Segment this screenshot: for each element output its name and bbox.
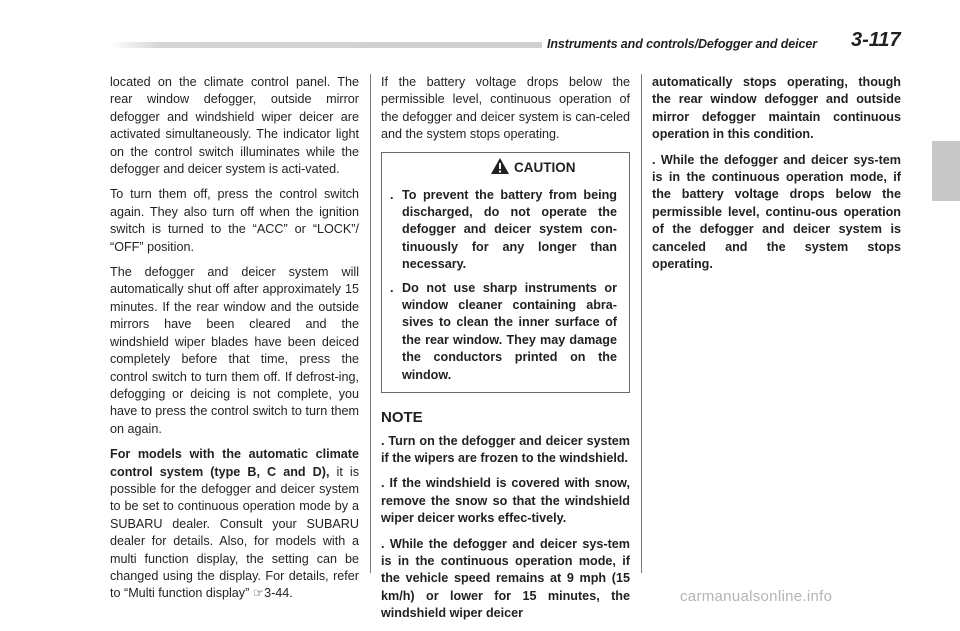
- note-item: [652, 152, 901, 274]
- bullet: .: [652, 152, 656, 167]
- column-2: [381, 74, 630, 631]
- bullet: .: [390, 280, 394, 295]
- watermark-text: carmanualsonline.info: [680, 588, 833, 605]
- note-heading: NOTE: [381, 409, 423, 427]
- caution-label: CAUTION: [514, 159, 576, 175]
- column-1: [110, 74, 359, 611]
- paragraph-text: it is possible for the defogger and deicer system to be set to continuous operation mode by a SUBARU dealer. Consult your SUBARU dealer for details. Also, for models with a multi function display, the setting can be changed using the display. For details, refer to “Multi function display” ☞3-44.: [110, 464, 359, 601]
- column-3: [652, 74, 901, 281]
- note-text: If the windshield is covered with snow, remove the snow so that the windshield wiper deicer works effec-tively.: [381, 476, 630, 526]
- caution-text: Do not use sharp instruments or window cleaner containing abra-sives to clean the inner surface of the rear window. They may damage the conductors printed on the window.: [402, 280, 617, 382]
- bold-lead-in: For models with the automatic climate control system (type B, C and D),: [110, 447, 359, 479]
- caution-text: To prevent the battery from being discharged, do not operate the defogger and deicer system con-tinuously for any longer than necessary.: [402, 187, 617, 272]
- page-number: 3-117: [851, 29, 901, 51]
- note-continuation: automatically stops operating, though the rear window defogger and outside mirror defogger maintain continuous operation in this condition.: [652, 75, 901, 142]
- note-text: While the defogger and deicer sys-tem is in the continuous operation mode, if the vehicle speed remains at 9 mph (15 km/h) or lower for 15 minutes, the windshield wiper deicer: [381, 536, 630, 621]
- caution-item: [390, 187, 617, 274]
- note-text: While the defogger and deicer sys-tem is in the continuous operation mode, if the battery voltage drops below the permissible level, continu-ous operation of the defogger and deicer system is canceled and the system stops operating.: [652, 152, 901, 272]
- warning-triangle-icon: [490, 157, 510, 175]
- header-rule: [110, 42, 542, 48]
- note-item: [381, 475, 630, 527]
- chapter-side-tab: [932, 141, 960, 201]
- bullet: .: [381, 536, 385, 551]
- column-divider: [641, 74, 642, 573]
- note-item: [381, 433, 630, 468]
- paragraph: The defogger and deicer system will automatically shut off after approximately 15 minutes. If the rear window and the outside mirrors have been cleared and the windshield wiper blades have been deiced completely before that time, press the control switch to turn them off. If defrost-ing, defogging or deicing is not complete, you have to press the control switch to turn them on again.: [110, 265, 359, 436]
- note-item: [381, 536, 630, 623]
- caution-item: [390, 280, 617, 384]
- caution-header: [390, 153, 617, 181]
- paragraph: If the battery voltage drops below the permissible level, continuous operation of the defogger and deicer system is can-celed and the system stops operating.: [381, 75, 630, 142]
- paragraph: To turn them off, press the control switch again. They also turn off when the ignition switch is turned to the “ACC” or “LOCK”/ “OFF” position.: [110, 187, 359, 254]
- section-header-title: Instruments and controls/Defogger and deicer: [547, 37, 817, 51]
- bullet: .: [390, 187, 394, 202]
- bullet: .: [381, 476, 385, 491]
- paragraph: [110, 446, 359, 603]
- note-text: Turn on the defogger and deicer system if the wipers are frozen to the windshield.: [381, 433, 631, 465]
- paragraph: located on the climate control panel. The rear window defogger, outside mirror defogger and windshield wiper deicer are activated simultaneously. The indicator light on the control switch illuminates while the defogger and deicer system is acti-vated.: [110, 75, 359, 177]
- bullet: .: [381, 433, 385, 448]
- column-divider: [370, 74, 371, 573]
- caution-box: [381, 152, 630, 393]
